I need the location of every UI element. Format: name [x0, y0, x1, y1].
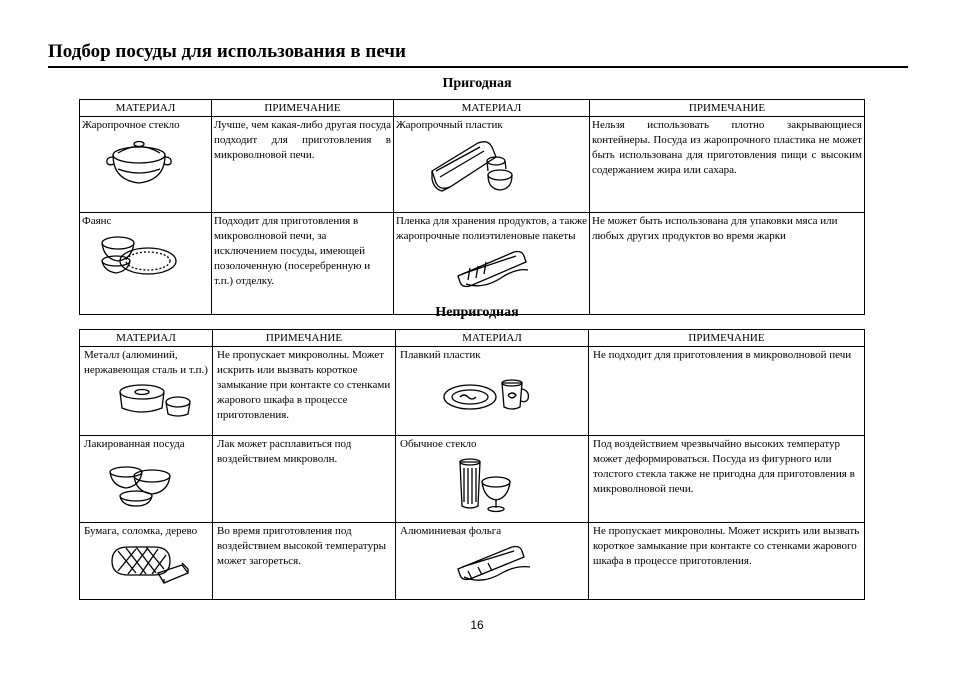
table-row [80, 347, 865, 436]
material-name: Алюминиевая фольга [400, 525, 502, 537]
unsuitable-heading: Непригодная [435, 305, 519, 320]
note-cell: Лучше, чем какая-либо другая посуда подходит для приготовления в микроволновой печи. [212, 117, 394, 213]
column-header-material: МАТЕРИАЛ [80, 330, 213, 347]
column-header-material: МАТЕРИАЛ [396, 330, 589, 347]
material-cell [80, 117, 212, 213]
material-name: Жаропрочный пластик [396, 119, 503, 131]
material-name: Плавкий пластик [400, 349, 481, 361]
plastic-plate-cup-icon [442, 373, 532, 415]
page-title: Подбор посуды для использования в печи [48, 41, 406, 62]
wicker-basket-icon [108, 541, 192, 585]
note-cell: Не пропускает микроволны. Может искрить или вызвать короткое замыкание при контакте со стенками жарового шкафа в процессе приготовления. [213, 347, 396, 436]
column-header-material: МАТЕРИАЛ [394, 100, 590, 117]
table-header-row [80, 330, 865, 347]
note-cell: Во время приготовления под воздействием высокой температуры может загореться. [213, 523, 396, 600]
lacquered-bowls-icon [106, 460, 176, 508]
material-cell [396, 347, 589, 436]
material-name: Обычное стекло [400, 438, 477, 450]
material-name: Бумага, соломка, дерево [84, 525, 198, 537]
glassware-icon [454, 454, 514, 514]
material-name: Лакированная посуда [84, 438, 185, 450]
note-cell: Под воздействием чрезвычайно высоких температур может деформироваться. Посуда из фигурного или толстого стекла также не пригодна для приготовления в микроволновой печи. [589, 436, 865, 523]
column-header-note: ПРИМЕЧАНИЕ [589, 330, 865, 347]
material-cell [396, 436, 589, 523]
table-row [80, 523, 865, 600]
note-cell: Не подходит для приготовления в микроволновой печи [589, 347, 865, 436]
table-row [80, 213, 865, 315]
plastic-wrap-icon [454, 246, 534, 292]
metal-pans-icon [114, 380, 194, 420]
suitable-table [79, 99, 865, 315]
title-divider [48, 66, 908, 68]
material-name: Пленка для хранения продуктов, а также жаропрочные полиэтиленовые пакеты [396, 215, 588, 242]
note-cell: Нельзя использовать плотно закрывающиеся контейнеры. Посуда из жаропрочного пластика не может быть использована для приготовления пищи с высоким содержанием жира или сахара. [590, 117, 865, 213]
material-cell [394, 117, 590, 213]
ceramic-dishes-icon [98, 231, 178, 281]
table-row [80, 117, 865, 213]
material-name: Фаянс [82, 215, 112, 227]
aluminum-foil-icon [454, 541, 534, 587]
page-number: 16 [470, 618, 484, 632]
note-cell: Не пропускает микроволны. Может искрить или вызвать короткое замыкание при контакте со стенками жарового шкафа в процессе приготовления. [589, 523, 865, 600]
unsuitable-table [79, 329, 865, 600]
note-cell: Не может быть использована для упаковки мяса или любых других продуктов во время жарки [590, 213, 865, 315]
note-cell: Подходит для приготовления в микроволновой печи, за исключением посуды, имеющей позолоченную (посеребренную и т.п.) отделку. [212, 213, 394, 315]
note-cell: Лак может расплавиться под воздействием микроволн. [213, 436, 396, 523]
column-header-material: МАТЕРИАЛ [80, 100, 212, 117]
column-header-note: ПРИМЕЧАНИЕ [212, 100, 394, 117]
material-name: Металл (алюминий, нержавеющая сталь и т.п.) [84, 349, 208, 376]
table-row [80, 436, 865, 523]
glass-casserole-icon [104, 135, 174, 190]
table-header-row [80, 100, 865, 117]
material-name: Жаропрочное стекло [82, 119, 180, 131]
material-cell [80, 436, 213, 523]
material-cell [396, 523, 589, 600]
column-header-note: ПРИМЕЧАНИЕ [590, 100, 865, 117]
material-cell [80, 213, 212, 315]
material-cell [80, 347, 213, 436]
plastic-containers-icon [426, 135, 516, 199]
material-cell [394, 213, 590, 315]
suitable-heading: Пригодная [442, 76, 512, 91]
material-cell [80, 523, 213, 600]
column-header-note: ПРИМЕЧАНИЕ [213, 330, 396, 347]
